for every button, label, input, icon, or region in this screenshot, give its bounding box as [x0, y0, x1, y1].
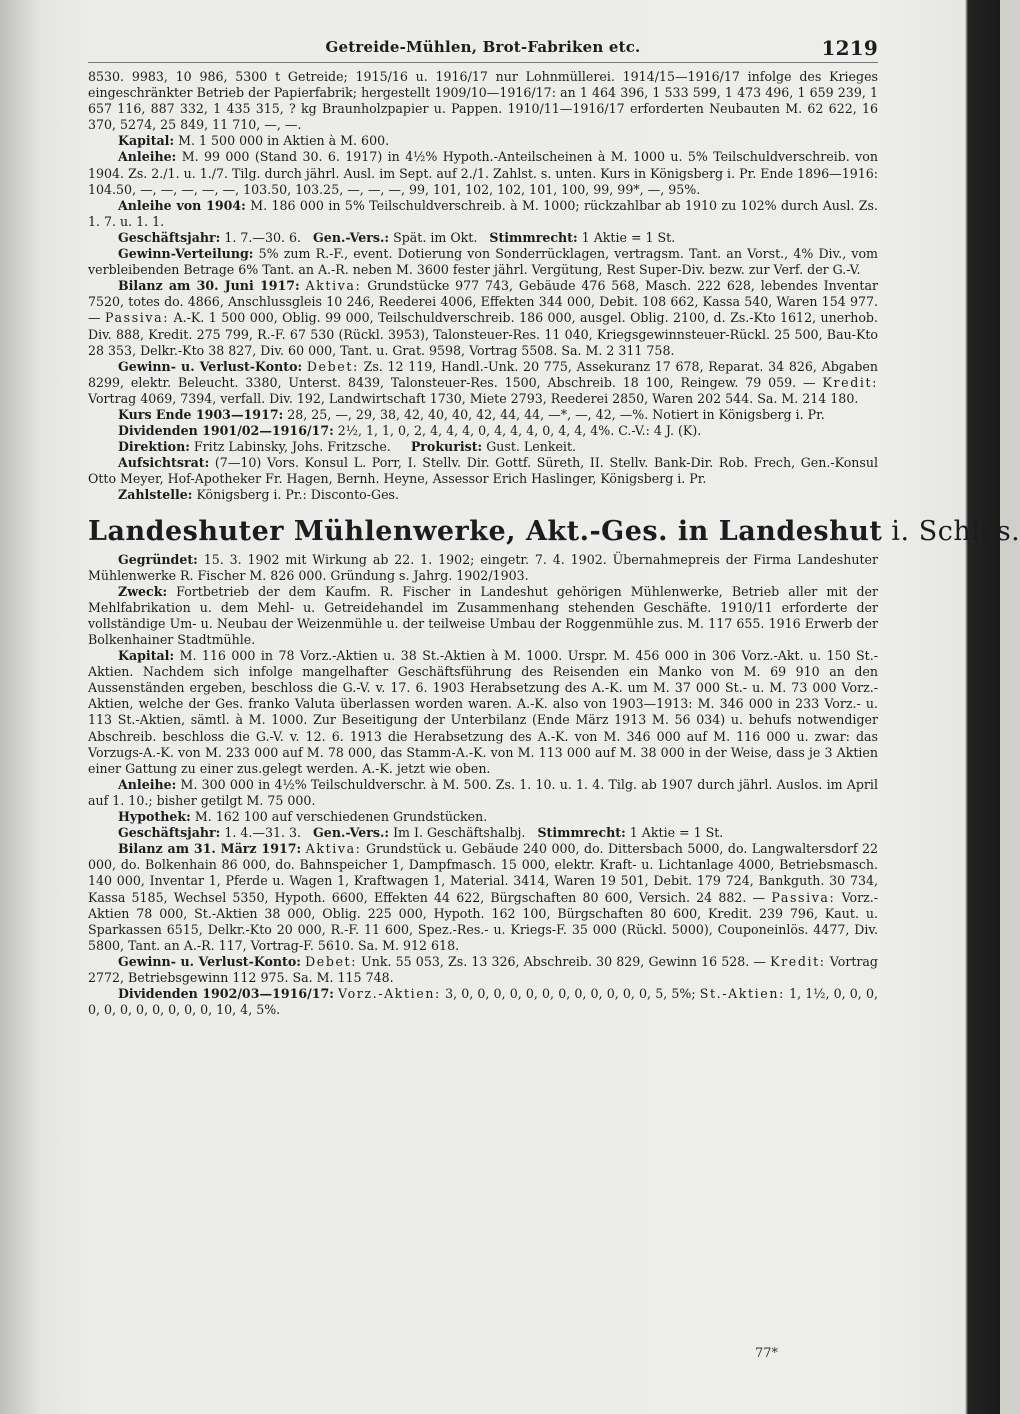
capital-label: Kapital:	[118, 648, 175, 664]
business-year-label: Geschäftsjahr:	[118, 825, 221, 841]
page-number: 1219	[821, 36, 878, 60]
voting-right-text: 1 Aktie = 1 St.	[629, 825, 724, 841]
mortgage-paragraph	[88, 809, 878, 825]
signature-mark: 77*	[754, 1346, 778, 1361]
capital-label: Kapital:	[118, 133, 175, 149]
supervisory-board-text: (7—10) Vors. Konsul L. Porr, I. Stellv. Dir. Gottf. Süreth, II. Stellv. Bank-Dir. Rob. Frech, Gen.-Konsul Otto Meyer, Hof-Apotheker Fr. Hagen, Bernh. Heyne, Assessor Erich Haslinger, Königsberg i. Pr.	[88, 455, 878, 487]
company-heading-location: i. Schles.	[882, 515, 1020, 547]
balance-sheet-label: Bilanz am 30. Juni 1917:	[118, 278, 300, 294]
general-meeting-label: Gen.-Vers.:	[313, 229, 390, 245]
mortgage-label: Hypothek:	[118, 809, 191, 825]
purpose-paragraph	[88, 584, 878, 648]
assets-label: Aktiva:	[305, 278, 362, 294]
profit-loss-paragraph	[88, 954, 878, 986]
paying-agent-label: Zahlstelle:	[118, 487, 193, 503]
capital-text: M. 1 500 000 in Aktien à M. 600.	[178, 133, 390, 149]
management-text: Fritz Labinsky, Johs. Fritzsche.	[193, 439, 391, 455]
management-paragraph	[88, 439, 878, 455]
common-shares-label: St.-Aktien:	[699, 986, 785, 1002]
paying-agent-text: Königsberg i. Pr.: Disconto-Ges.	[196, 487, 399, 503]
debit-text: Unk. 55 053, Zs. 13 326, Abschreib. 30 829, Gewinn 16 528. —	[361, 953, 767, 969]
liabilities-label: Passiva:	[105, 310, 170, 326]
credit-text: Vortrag 4069, 7394, verfall. Div. 192, Landwirtschaft 1730, Miete 2793, Reederei 2850, Waren 202 544. Sa. M. 214 180.	[88, 390, 859, 406]
purpose-label: Zweck:	[118, 583, 168, 599]
authorized-officer-text: Gust. Lenkeit.	[486, 439, 577, 455]
balance-sheet-label: Bilanz am 31. März 1917:	[118, 841, 302, 857]
general-meeting-text: Im I. Geschäftshalbj.	[393, 825, 526, 841]
running-header	[88, 30, 878, 63]
supervisory-board-paragraph	[88, 455, 878, 487]
company-heading	[88, 515, 1020, 548]
liabilities-text: A.-K. 1 500 000, Oblig. 99 000, Teilschuldverschreib. 186 000, ausgel. Oblig. 2100, d. Zs.-Kto 1612, unerhob. Div. 888, Kredit. 275 799, R.-F. 67 530 (Rückl. 3953), Talonsteuer-Res. 11 040, Kriegsgewinnsteuer-Rückl. 25 500, Bau-Kto 28 353, Delkr.-Kto 38 827, Div. 60 000, Tant. u. Grat. 9598, Vortrag 5508. Sa. M. 2 311 758.	[88, 310, 878, 358]
loan-text: M. 300 000 in 4½% Teilschuldverschr. à M. 500. Zs. 1. 10. u. 1. 4. Tilg. ab 1907 durch jährl. Auslos. im April auf 1. 10.; bisher getilgt M. 75 000.	[88, 776, 878, 808]
debit-label: Debet:	[305, 953, 358, 969]
credit-label: Kredit:	[822, 374, 879, 390]
page-title: Getreide-Mühlen, Brot-Fabriken etc.	[325, 38, 641, 56]
common-shares-dividends: 1, 1½, 0, 0, 0, 0, 0, 0, 0, 0, 0, 0, 0, 10, 4, 5%.	[88, 986, 878, 1018]
company-heading-name: Landeshuter Mühlenwerke, Akt.-Ges. in Landeshut	[88, 515, 883, 547]
debit-text: Zs. 12 119, Handl.-Unk. 20 775, Assekuranz 17 678, Reparat. 34 826, Abgaben 8299, elektr. Beleucht. 3380, Unterst. 8439, Talonsteuer-Res. 1500, Abschreib. 18 100, Reingew. 79 059. —	[88, 358, 878, 390]
loan-paragraph	[88, 149, 878, 197]
page-content	[88, 30, 1020, 1400]
price-history-paragraph	[88, 407, 878, 423]
capital-text: M. 116 000 in 78 Vorz.-Aktien u. 38 St.-Aktien à M. 1000. Urspr. M. 456 000 in 306 Vorz.-Akt. u. 150 St.-Aktien. Nachdem sich infolge mangelhafter Geschäftsführung des Reisenden ein Manko von M. 69 910 an den Aussenständen ergeben, beschloss die G.-V. v. 17. 6. 1903 Herabsetzung des A.-K. um M. 37 000 St.- u. M. 73 000 Vorz.-Aktien, welche der Ges. franko Valuta überlassen worden waren. A.-K. also von 1903—1913: M. 346 000 in 233 Vorz.- u. 113 St.-Aktien, sämtl. à M. 1000. Zur Beseitigung der Unterbilanz (Ende März 1913 M. 56 034) u. behufs notwendiger Abschreib. beschloss die G.-V. v. 12. 6. 1913 die Herabsetzung des A.-K. von M. 346 000 auf M. 116 000 u. zwar: das Vorzugs-A.-K. von M. 233 000 auf M. 78 000, das Stamm-A.-K. von M. 113 000 auf M. 38 000 in der Weise, dass je 3 Aktien einer Gattung zu einer zus.gelegt werden. A.-K. jetzt wie oben.	[88, 648, 878, 776]
dividends-label: Dividenden 1902/03—1916/17:	[118, 986, 334, 1002]
assets-text: Grundstücke 977 743, Gebäude 476 568, Masch. 222 628, lebendes Inventar 7520, totes do. 4866, Anschlussgleis 10 246, Reederei 4006, Effekten 344 000, Debit. 108 662, Kassa 540, Waren 154 977. —	[88, 278, 878, 326]
entry-previous-company	[88, 69, 878, 504]
production-paragraph: 8530. 9983, 10 986, 5300 t Getreide; 1915/16 u. 1916/17 nur Lohnmüllerei. 1914/15—1916/17 infolge des Krieges eingeschränkter Betrieb der Papierfabrik; hergestellt 1909/10—1916/17: an 1 464 396, 1 533 599, 1 473 496, 1 659 239, 1 657 116, 887 332, 1 435 315, ? kg Braunholzpapier u. Pappen. 1910/11—1916/17 erforderten Neubauten M. 62 622, 16 370, 5274, 25 849, 11 710, —, —.	[88, 69, 878, 133]
price-history-text: 28, 25, —, 29, 38, 42, 40, 40, 42, 44, 44, —*, —, 42, —%. Notiert in Königsberg i. Pr.	[287, 406, 825, 422]
profit-distribution-label: Gewinn-Verteilung:	[118, 246, 254, 262]
business-year-text: 1. 7.—30. 6.	[224, 229, 302, 245]
profit-loss-label: Gewinn- u. Verlust-Konto:	[118, 358, 303, 374]
capital-paragraph	[88, 648, 878, 777]
loan-label: Anleihe:	[118, 149, 177, 165]
voting-right-label: Stimmrecht:	[537, 825, 626, 841]
dividends-paragraph	[88, 423, 878, 439]
loan-paragraph	[88, 777, 878, 809]
liabilities-text: Vorz.-Aktien 78 000, St.-Aktien 38 000, Oblig. 225 000, Hypoth. 162 100, Bürgschaften 80 600, Kredit. 239 796, Kaut. u. Sparkassen 6515, Delkr.-Kto 20 000, R.-F. 11 600, Spez.-Res.- u. Kriegs-F. 35 000 (Rückl. 5000), Couponeinlös. 4477, Div. 5800, Tant. an A.-R. 117, Vortrag-F. 5610. Sa. M. 912 618.	[88, 889, 878, 953]
loan-label: Anleihe:	[118, 776, 177, 792]
voting-right-label: Stimmrecht:	[489, 229, 578, 245]
loan-1904-paragraph	[88, 198, 878, 230]
general-meeting-text: Spät. im Okt.	[393, 229, 478, 245]
mortgage-text: M. 162 100 auf verschiedenen Grundstücken.	[194, 809, 488, 825]
management-label: Direktion:	[118, 439, 190, 455]
authorized-officer-label: Prokurist:	[410, 439, 483, 455]
voting-right-text: 1 Aktie = 1 St.	[581, 229, 676, 245]
business-year-text: 1. 4.—31. 3.	[224, 825, 302, 841]
liabilities-label: Passiva:	[771, 889, 836, 905]
profit-distribution-text: 5% zum R.-F., event. Dotierung von Sonderrücklagen, vertragsm. Tant. an Vorst., 4% Div., vom verbleibenden Betrage 6% Tant. an A.-R. neben M. 3600 fester jährl. Vergütung, Rest Super-Div. bezw. zur Verf. der G.-V.	[88, 246, 878, 278]
profit-loss-paragraph	[88, 359, 878, 407]
business-year-paragraph	[88, 230, 878, 246]
credit-label: Kredit:	[770, 953, 826, 969]
debit-label: Debet:	[306, 358, 359, 374]
assets-text: Grundstück u. Gebäude 240 000, do. Dittersbach 5000, do. Langwaltersdorf 22 000, do. Bolkenhain 86 000, do. Bahnspeicher 1, Dampfmasch. 15 000, elektr. Kraft- u. Lichtanlage 4000, Betriebsmasch. 140 000, Inventar 1, Pferde u. Wagen 1, Kraftwagen 1, Material. 3414, Waren 19 501, Debit. 179 724, Bankguth. 30 734, Kassa 5185, Wechsel 5350, Hypoth. 6600, Effekten 44 622, Bürgschaften 80 600, Versich. 24 882. —	[88, 841, 878, 905]
price-history-label: Kurs Ende 1903—1917:	[118, 406, 284, 422]
loan-1904-label: Anleihe von 1904:	[118, 197, 246, 213]
paying-agent-paragraph	[88, 487, 878, 503]
preferred-shares-dividends: 3, 0, 0, 0, 0, 0, 0, 0, 0, 0, 0, 0, 0, 5, 5%;	[445, 986, 696, 1002]
supervisory-board-label: Aufsichtsrat:	[118, 455, 210, 471]
preferred-shares-label: Vorz.-Aktien:	[338, 986, 441, 1002]
profit-distribution-paragraph	[88, 246, 878, 278]
founded-label: Gegründet:	[118, 551, 198, 567]
founded-paragraph	[88, 552, 878, 584]
general-meeting-label: Gen.-Vers.:	[313, 825, 390, 841]
capital-paragraph	[88, 133, 878, 149]
business-year-paragraph	[88, 825, 878, 841]
business-year-label: Geschäftsjahr:	[118, 229, 221, 245]
loan-text: M. 99 000 (Stand 30. 6. 1917) in 4½% Hypoth.-Anteilscheinen à M. 1000 u. 5% Teilschuldverschreib. von 1904. Zs. 2./1. u. 1./7. Tilg. durch jährl. Ausl. im Sept. auf 2./1. Zahlst. s. unten. Kurs in Königsberg i. Pr. Ende 1896—1916: 104.50, —, —, —, —, —, 103.50, 103.25, —, —, —, 99, 101, 102, 102, 101, 100, 99, 99*, —, 95%.	[88, 149, 878, 197]
loan-1904-text: M. 186 000 in 5% Teilschuldverschreib. à M. 1000; rückzahlbar ab 1910 zu 102% durch Ausl. Zs. 1. 7. u. 1. 1.	[88, 197, 878, 229]
assets-label: Aktiva:	[305, 841, 362, 857]
balance-sheet-paragraph	[88, 278, 878, 358]
entry-landeshuter-muehlenwerke	[88, 552, 878, 1019]
dividends-label: Dividenden 1901/02—1916/17:	[118, 423, 334, 439]
founded-text: 15. 3. 1902 mit Wirkung ab 22. 1. 1902; eingetr. 7. 4. 1902. Übernahmepreis der Firma Landeshuter Mühlenwerke R. Fischer M. 826 000. Gründung s. Jahrg. 1902/1903.	[88, 551, 878, 583]
profit-loss-label: Gewinn- u. Verlust-Konto:	[118, 953, 301, 969]
purpose-text: Fortbetrieb der dem Kaufm. R. Fischer in Landeshut gehörigen Mühlenwerke, Betrieb aller mit der Mehlfabrikation u. dem Mehl- u. Getreidehandel im Zusammenhang stehenden Geschäfte. 1910/11 erforderte der vollständige Um- u. Neubau der Weizenmühle u. der teilweise Umbau der Roggenmühle zus. M. 117 655. 1916 Erwerb der Bolkenhainer Stadtmühle.	[88, 583, 878, 647]
dividends-paragraph	[88, 986, 878, 1018]
credit-text: Vortrag 2772, Betriebsgewinn 112 975. Sa. M. 115 748.	[88, 953, 878, 985]
dividends-text: 2½, 1, 1, 0, 2, 4, 4, 4, 0, 4, 4, 4, 0, 4, 4, 4%. C.-V.: 4 J. (K).	[337, 423, 702, 439]
balance-sheet-paragraph	[88, 841, 878, 954]
